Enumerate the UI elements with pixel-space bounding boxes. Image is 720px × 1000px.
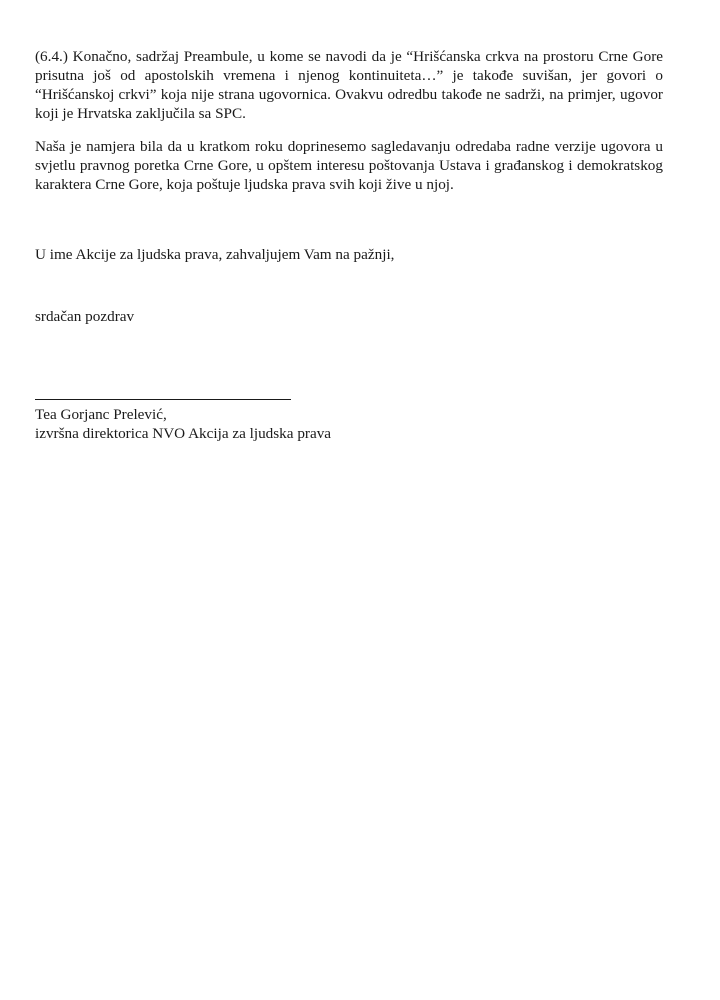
signer-name: Tea Gorjanc Prelević, (35, 406, 167, 423)
paragraph-intention: Naša je namjera bila da u kratkom roku doprinesemo sagledavanju odredaba radne verzije ugovora u svjetlu pravnog poretka Crne Gore, u opštem interesu poštovanja Ustava i građanskog i demokratskog karaktera Crne Gore, koja poštuje ljudska prava svih koji žive u njoj. (35, 138, 663, 193)
closing-greeting: srdačan pozdrav (35, 308, 135, 325)
letter-body (35, 47, 663, 443)
closing-thanks: U ime Akcije za ljudska prava, zahvaljujem Vam na pažnji, (35, 246, 395, 263)
paragraph-preamble: (6.4.) Konačno, sadržaj Preambule, u kome se navodi da je “Hrišćanska crkva na prostoru Crne Gore prisutna još od apostolskih vremena i njenog kontinuiteta…” je takođe suvišan, jer govori o “Hrišćanskoj crkvi” koja nije strana ugovornica. Ovakvu odredbu takođe ne sadrži, na primjer, ugovor koji je Hrvatska zaključila sa SPC. (35, 48, 663, 122)
signature-line (35, 399, 291, 400)
signer-title: izvršna direktorica NVO Akcija za ljudska prava (35, 425, 332, 442)
